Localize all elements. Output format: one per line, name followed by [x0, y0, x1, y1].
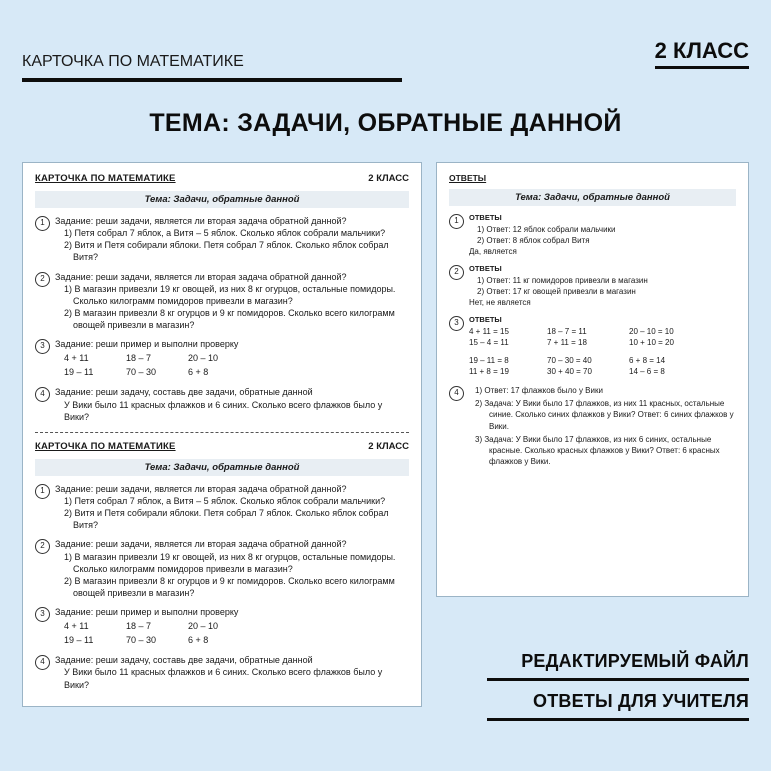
task-number: 4 [35, 387, 50, 402]
task-line: 1) В магазин привезли 19 кг овощей, из них 8 кг огурцов, остальные помидоры. Сколько килограмм помидоров привезли в магазин? [64, 283, 396, 306]
answers-theme: Тема: Задачи, обратные данной [449, 189, 736, 206]
task-lead: Задание: реши задачи, является ли вторая задача обратной данной? [55, 216, 347, 226]
answer-example-cell: 70 – 30 = 40 [547, 355, 592, 365]
answer-line: Да, является [469, 246, 517, 256]
card-title: КАРТОЧКА ПО МАТЕМАТИКЕ [35, 173, 176, 184]
card-theme: Тема: Задачи, обратные данной [35, 459, 409, 476]
example-cell: 70 – 30 [126, 366, 157, 377]
page-header [22, 0, 749, 71]
answer-text [469, 315, 736, 378]
task-line: 2) В магазин привезли 8 кг огурцов и 9 кг помидоров. Сколько всего килограмм овощей привезли в магазин? [64, 575, 395, 598]
answer-block [449, 213, 736, 257]
answer-example-cell: 30 + 40 = 70 [547, 367, 592, 377]
answer-number: 4 [449, 386, 464, 401]
task-line: 2) В магазин привезли 8 кг огурцов и 9 кг помидоров. Сколько всего килограмм овощей привезли в магазин? [64, 307, 395, 331]
task-item [35, 538, 409, 599]
task-text [55, 386, 409, 422]
example-cell: 19 – 11 [64, 634, 94, 645]
answer-example-cell: 14 – 6 = 8 [629, 367, 665, 377]
task-text [55, 271, 409, 332]
answers-title: ОТВЕТЫ [449, 173, 487, 183]
task-text [55, 215, 409, 264]
task-line: 1) Петя собрал 7 яблок, а Витя – 5 яблок. Сколько яблок собрали мальчики? [64, 495, 386, 506]
answer-line: Нет, не является [469, 297, 531, 307]
example-cell: 4 + 11 [64, 353, 89, 364]
task-lead: Задание: реши пример и выполни проверку [55, 339, 239, 350]
answer-example-cell: 4 + 11 = 15 [469, 326, 509, 336]
examples-grid [55, 352, 409, 379]
example-cell: 70 – 30 [126, 634, 157, 645]
answer-example-cell: 19 – 11 = 8 [469, 355, 509, 365]
task-item [35, 483, 409, 532]
task-text [55, 606, 409, 647]
title-underline [22, 78, 402, 82]
task-lead: Задание: реши задачи, является ли вторая задача обратной данной? [55, 271, 347, 282]
answer-line: 1) Ответ: 12 яблок собрали мальчики [477, 224, 616, 234]
task-number: 3 [35, 607, 50, 622]
task-number: 1 [35, 216, 50, 231]
card-header [35, 441, 409, 452]
answer-example-cell: 20 – 10 = 10 [629, 326, 674, 336]
cut-line [35, 432, 409, 433]
examples-grid [55, 620, 409, 647]
task-item [35, 386, 409, 422]
card-grade: 2 КЛАСС [368, 440, 409, 452]
example-cell: 20 – 10 [188, 621, 219, 632]
task-line: 2) Витя и Петя собирали яблоки. Петя собрал 7 яблок. Сколько яблок собрал Витя? [64, 240, 389, 263]
answer-text [469, 385, 736, 469]
task-number: 1 [35, 484, 50, 499]
answer-example-cell: 6 + 8 = 14 [629, 355, 666, 365]
task-number: 3 [35, 339, 50, 354]
card-title: КАРТОЧКА ПО МАТЕМАТИКЕ [35, 440, 176, 452]
task-item [35, 654, 409, 690]
answer-line: 2) Задача: У Вики было 17 флажков, из них 11 красных, остальные синие. Сколько синих флажков у Вики? Ответ: 6 синих флажков у Вики. [475, 399, 734, 431]
task-number: 2 [35, 539, 50, 554]
task-lead: Задание: реши задачу, составь две задачи, обратные данной [55, 655, 313, 666]
answer-line: 2) Ответ: 17 кг овощей привезли в магазин [477, 286, 636, 296]
task-lead: Задание: реши задачи, является ли вторая задача обратной данной? [55, 483, 347, 494]
task-line: У Вики было 11 красных флажков и 6 синих. Сколько всего флажков было у Вики? [64, 667, 383, 690]
task-line: 1) Петя собрал 7 яблок, а Витя – 5 яблок. Сколько яблок собрали мальчики? [64, 228, 386, 239]
math-card-1 [35, 173, 409, 423]
answer-example-cell: 15 – 4 = 11 [469, 338, 509, 348]
task-number: 4 [35, 655, 50, 670]
footer-line-answers: ОТВЕТЫ ДЛЯ УЧИТЕЛЯ [533, 691, 749, 711]
answer-line: 3) Задача: У Вики было 17 флажков, из них 6 синих, остальные красные. Сколько красных флажков у Вики? Ответ: 6 красных флажков у Вики. [475, 434, 720, 467]
example-cell: 19 – 11 [64, 366, 94, 377]
task-text [55, 654, 409, 690]
task-number: 2 [35, 272, 50, 287]
answer-text [469, 264, 736, 308]
answers-examples-grid [469, 326, 736, 378]
answer-example-cell: 10 + 10 = 20 [629, 338, 674, 348]
task-item [35, 271, 409, 332]
task-lead: Задание: реши пример и выполни проверку [55, 607, 239, 618]
answer-block [449, 264, 736, 308]
answer-example-cell: 18 – 7 = 11 [547, 326, 587, 336]
task-item [35, 606, 409, 647]
card-theme: Тема: Задачи, обратные данной [35, 191, 409, 208]
task-line: 1) В магазин привезли 19 кг овощей, из них 8 кг огурцов, остальные помидоры. Сколько килограмм помидоров привезли в магазин? [64, 551, 396, 574]
answer-text [469, 213, 736, 257]
answer-subtitle: ОТВЕТЫ [469, 213, 502, 222]
task-item [35, 215, 409, 264]
task-text [55, 538, 409, 599]
answers-sheet [436, 162, 749, 597]
card-header [35, 173, 409, 184]
answer-subtitle: ОТВЕТЫ [469, 264, 502, 274]
task-lead: Задание: реши задачи, является ли вторая задача обратной данной? [55, 539, 347, 550]
worksheet-sheet [22, 162, 422, 707]
example-cell: 4 + 11 [64, 621, 89, 632]
answer-block [449, 385, 736, 469]
answer-block [449, 315, 736, 378]
example-cell: 6 + 8 [188, 366, 209, 377]
page-title: КАРТОЧКА ПО МАТЕМАТИКЕ [22, 53, 244, 70]
answer-example-cell: 7 + 11 = 18 [547, 338, 587, 348]
answer-number: 2 [449, 265, 464, 280]
page-subtitle: ТЕМА: ЗАДАЧИ, ОБРАТНЫЕ ДАННОЙ [149, 109, 622, 137]
answer-example-cell: 11 + 8 = 19 [469, 367, 509, 377]
answer-line: 1) Ответ: 17 флажков было у Вики [475, 386, 603, 395]
task-text [55, 483, 409, 532]
answer-line: 1) Ответ: 11 кг помидоров привезли в магазин [477, 275, 648, 285]
example-cell: 6 + 8 [188, 634, 209, 645]
grade-badge: 2 КЛАСС [655, 38, 749, 69]
task-line: У Вики было 11 красных флажков и 6 синих. Сколько всего флажков было у Вики? [64, 399, 383, 422]
answer-number: 3 [449, 316, 464, 331]
footer-rule [487, 678, 749, 681]
example-cell: 18 – 7 [126, 621, 152, 632]
sheets-container [22, 162, 749, 707]
math-card-2 [35, 441, 409, 691]
footer-rule [487, 718, 749, 721]
answer-subtitle: ОТВЕТЫ [469, 315, 502, 325]
task-line: 2) Витя и Петя собирали яблоки. Петя собрал 7 яблок. Сколько яблок собрал Витя? [64, 508, 389, 531]
example-cell: 20 – 10 [188, 353, 219, 364]
card-grade: 2 КЛАСС [368, 173, 409, 184]
task-lead: Задание: реши задачу, составь две задачи, обратные данной [55, 387, 313, 398]
example-cell: 18 – 7 [126, 353, 152, 364]
footer-line-editable: РЕДАКТИРУЕМЫЙ ФАЙЛ [521, 651, 749, 671]
task-text [55, 338, 409, 379]
answer-number: 1 [449, 214, 464, 229]
footer-badges [487, 651, 749, 731]
answer-line: 2) Ответ: 8 яблок собрал Витя [477, 235, 590, 245]
task-item [35, 338, 409, 379]
